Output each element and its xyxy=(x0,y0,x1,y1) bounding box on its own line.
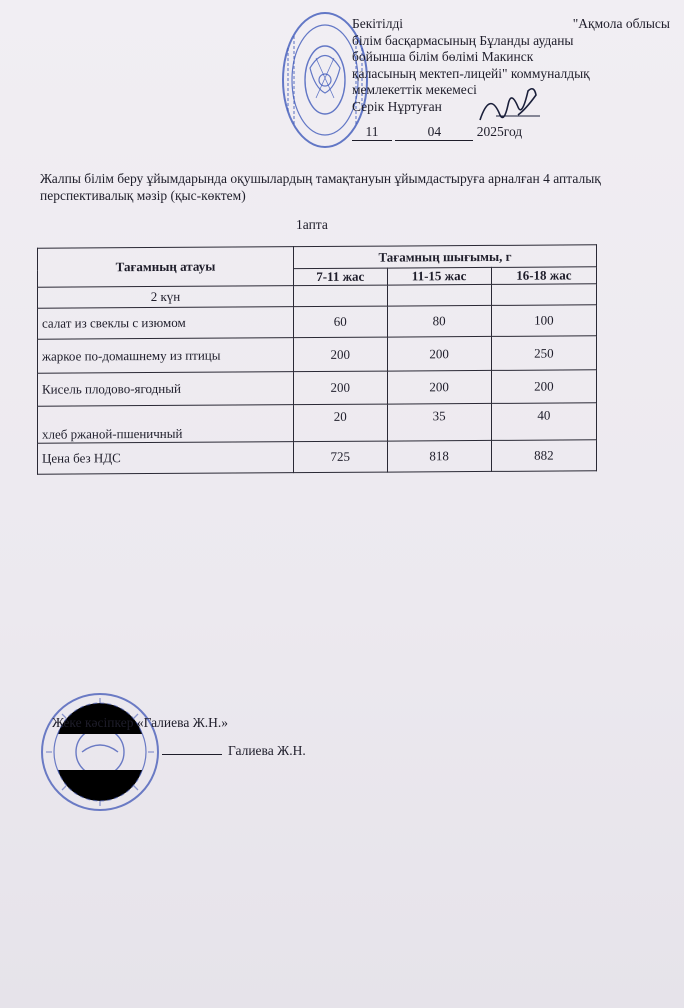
approval-heading: Бекітілді xyxy=(352,16,404,31)
value-11-15: 200 xyxy=(387,370,491,404)
table-row xyxy=(38,440,597,474)
approval-line-2: білім басқармасының Бұланды ауданы xyxy=(352,32,574,48)
approver-name: Серік Нұртуған xyxy=(352,98,442,114)
approval-line-3: бойынша білім бөлімі Макинск xyxy=(352,49,534,64)
value-11-15: 80 xyxy=(387,305,491,337)
value-16-18: 250 xyxy=(491,336,596,371)
day-label: 2 күн xyxy=(38,286,294,309)
header-age-11-15: 11-15 жас xyxy=(387,267,491,285)
table-row xyxy=(38,305,597,339)
entrepreneur-signature-line xyxy=(162,743,306,759)
price-label: Цена без НДС xyxy=(38,442,294,475)
week-label: 1апта xyxy=(296,217,328,232)
entrepreneur-stamp xyxy=(38,688,162,821)
value-11-15: 35 xyxy=(387,403,491,441)
price-16-18: 882 xyxy=(491,440,596,472)
dish-name: жаркое по-домашнему из птицы xyxy=(38,338,294,374)
value-7-11: 200 xyxy=(294,337,388,372)
value-16-18: 40 xyxy=(491,403,596,441)
menu-table xyxy=(37,244,597,474)
date-month: 04 xyxy=(395,124,473,141)
entrepreneur-name: Галиева Ж.Н. xyxy=(228,743,306,758)
value-7-11: 20 xyxy=(294,404,388,442)
value-16-18: 200 xyxy=(491,370,596,404)
header-age-7-11: 7-11 жас xyxy=(294,268,388,286)
date-day: 11 xyxy=(352,124,392,141)
table-row xyxy=(38,336,597,373)
signature-underline xyxy=(162,754,222,755)
dish-name: хлеб ржаной-пшеничный xyxy=(38,405,294,444)
signoff-block xyxy=(52,715,306,758)
approval-line-4: қаласының мектеп-лицейі" коммуналдық xyxy=(352,65,590,81)
table-row xyxy=(38,403,597,443)
price-11-15: 818 xyxy=(387,440,491,472)
menu-title: Жалпы білім беру ұйымдарында оқушылардың тамақтануын ұйымдастыруға арналған 4 апталық перспективалық мәзір (қыс-көктем) xyxy=(40,171,601,203)
value-11-15: 200 xyxy=(387,336,491,371)
date-year: 2025год xyxy=(476,124,523,139)
entrepreneur-label: Жеке кәсіпкер «Галиева Ж.Н.» xyxy=(52,715,229,730)
header-age-16-18: 16-18 жас xyxy=(491,267,596,285)
value-7-11: 200 xyxy=(294,371,388,405)
header-dish-name: Тағамның атауы xyxy=(38,247,294,288)
dish-name: салат из свеклы с изюмом xyxy=(38,307,294,340)
approval-line-1: "Ақмола облысы xyxy=(572,16,670,31)
table-row xyxy=(38,370,597,406)
value-16-18: 100 xyxy=(491,305,596,337)
approval-line-5: мемлекеттік мекемесі xyxy=(352,82,477,97)
price-7-11: 725 xyxy=(294,441,388,473)
approval-date xyxy=(352,124,522,141)
value-7-11: 60 xyxy=(294,306,388,338)
header-output: Тағамның шығымы, г xyxy=(294,245,597,269)
dish-name: Кисель плодово-ягодный xyxy=(38,372,294,407)
